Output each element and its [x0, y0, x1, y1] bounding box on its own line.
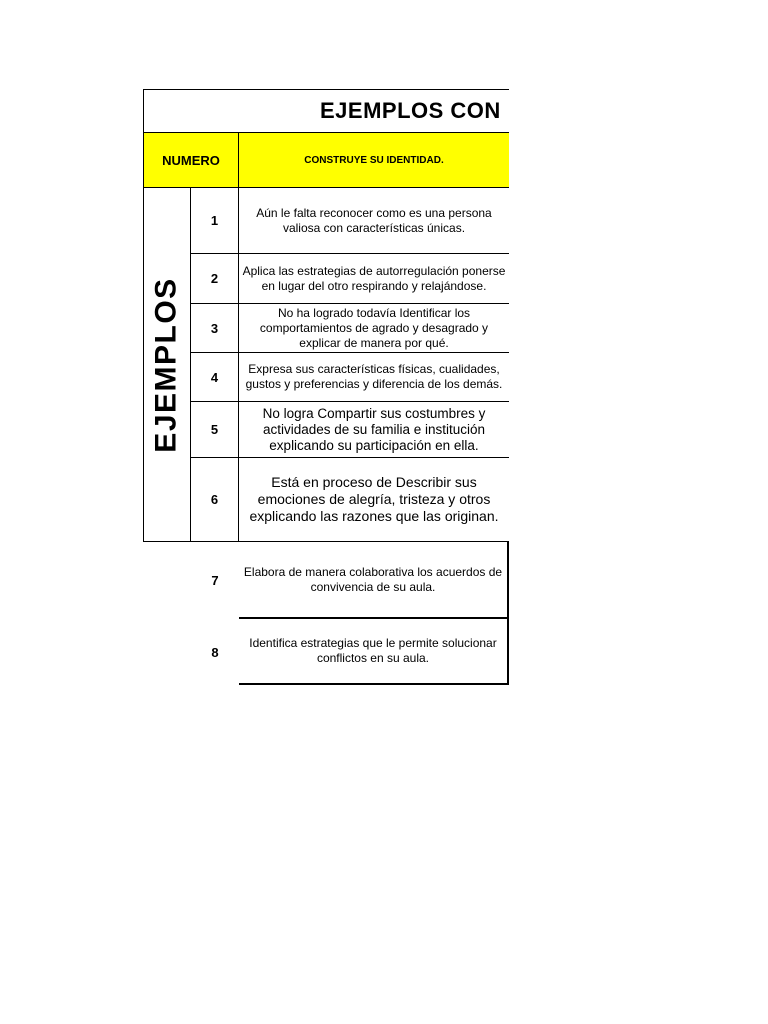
- row-description-text: No ha logrado todavía Identificar los comportamientos de agrado y desagrado y explicar de manera por qué.: [259, 305, 489, 350]
- ejemplos-side-label: [143, 188, 191, 542]
- row-number-text: 2: [210, 271, 219, 286]
- row-number-4: [191, 353, 239, 402]
- row-number-text: 4: [210, 369, 219, 385]
- row-description-4: [239, 353, 509, 402]
- row-description-3: [239, 304, 509, 353]
- row-description-7: [239, 542, 509, 619]
- row-number-text: 5: [210, 422, 219, 437]
- row-number-5: [191, 402, 239, 458]
- row-description-text: Aún le falta reconocer como es una persona valiosa con características únicas.: [256, 205, 492, 235]
- row-number-text: 3: [210, 320, 219, 336]
- header-numero: [143, 133, 239, 188]
- sheet-title: [143, 89, 509, 133]
- row-description-text: No logra Compartir sus costumbres y actividades de su familia e institución explicando su participación en ella.: [262, 405, 486, 453]
- header-construye: [239, 133, 509, 188]
- row-description-1: [239, 188, 509, 254]
- row-description-text: Expresa sus características físicas, cualidades, gustos y preferencias y diferencia de los demás.: [245, 362, 503, 391]
- row-description-text: Aplica las estrategias de autorregulación ponerse en lugar del otro respirando y relajándose.: [242, 263, 506, 293]
- row-description-5: [239, 402, 509, 458]
- row-number-1: [191, 188, 239, 254]
- row-number-3: [191, 304, 239, 353]
- row-number-8: [191, 619, 239, 685]
- row-number-7: [191, 542, 239, 619]
- row-description-8: [239, 619, 509, 685]
- row-description-2: [239, 254, 509, 304]
- row-number-text: 6: [210, 492, 219, 507]
- row-description-text: Identifica estrategias que le permite solucionar conflictos en su aula.: [249, 636, 497, 665]
- row-number-6: [191, 458, 239, 542]
- row-number-text: 7: [211, 573, 219, 588]
- header-construye-text: CONSTRUYE SU IDENTIDAD.: [304, 154, 444, 166]
- row-number-2: [191, 254, 239, 304]
- row-number-text: 1: [210, 213, 219, 228]
- ejemplos-side-label-text: EJEMPLOS: [150, 276, 183, 453]
- row-description-6: [239, 458, 509, 542]
- row-description-text: Elabora de manera colaborativa los acuerdos de convivencia de su aula.: [243, 564, 503, 594]
- row-description-text: Está en proceso de Describir sus emociones de alegría, tristeza y otros explicando las razones que las originan.: [249, 474, 499, 524]
- sheet-title-text: EJEMPLOS CON: [320, 98, 501, 123]
- header-numero-text: NUMERO: [162, 152, 220, 168]
- row-number-text: 8: [211, 644, 219, 660]
